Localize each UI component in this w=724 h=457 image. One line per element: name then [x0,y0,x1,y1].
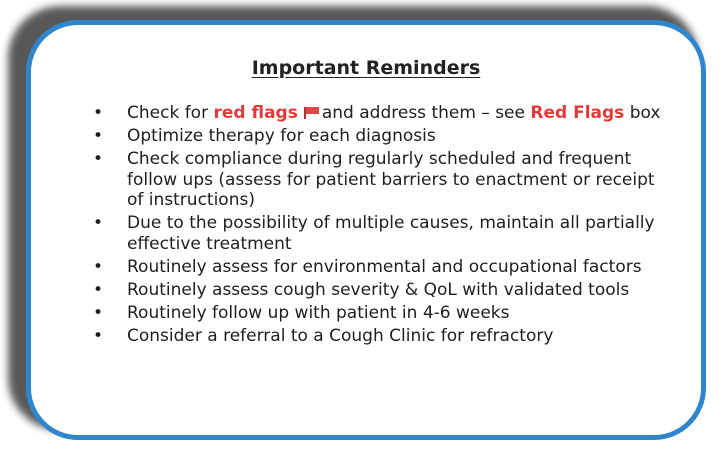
card-title: Important Reminders [251,57,481,79]
red-flag-icon [304,107,320,119]
bullet: • [93,149,104,169]
bullet: • [93,279,104,300]
red-flags-text: red flags [213,103,298,123]
item-text: Due to the possibility of multiple causes, maintain all partially effective treatment [127,213,655,254]
list-item [93,103,667,124]
bullet: • [93,302,104,323]
item-text: Check for [127,103,214,123]
bullet: • [93,103,104,123]
item-text: box [624,103,661,123]
bullet: • [93,256,104,277]
item-text: Routinely assess cough severity & QoL with validated tools [127,279,630,300]
reminders-card [26,20,706,440]
bullet: • [93,325,104,346]
item-text: Routinely assess for environmental and occupational factors [127,256,642,277]
list-item [93,279,667,301]
red-flags-box-text: Red Flags [530,103,625,123]
item-text: Routinely follow up with patient in 4-6 weeks [127,302,510,323]
list-item [93,149,667,211]
list-item [93,325,667,347]
item-text: and address them – see [321,103,531,123]
item-text: Check compliance during regularly scheduled and frequent follow ups (assess for patient barriers to enactment or receipt of instructions) [127,149,655,210]
list-item [93,126,667,147]
item-text: Optimize therapy for each diagnosis [127,126,436,146]
list-item [93,213,667,254]
list-item [93,256,667,278]
bullet: • [93,126,104,146]
reminders-list [93,103,667,349]
list-item [93,302,667,324]
bullet: • [93,213,104,233]
item-text: Consider a referral to a Cough Clinic for refractory [127,325,554,346]
